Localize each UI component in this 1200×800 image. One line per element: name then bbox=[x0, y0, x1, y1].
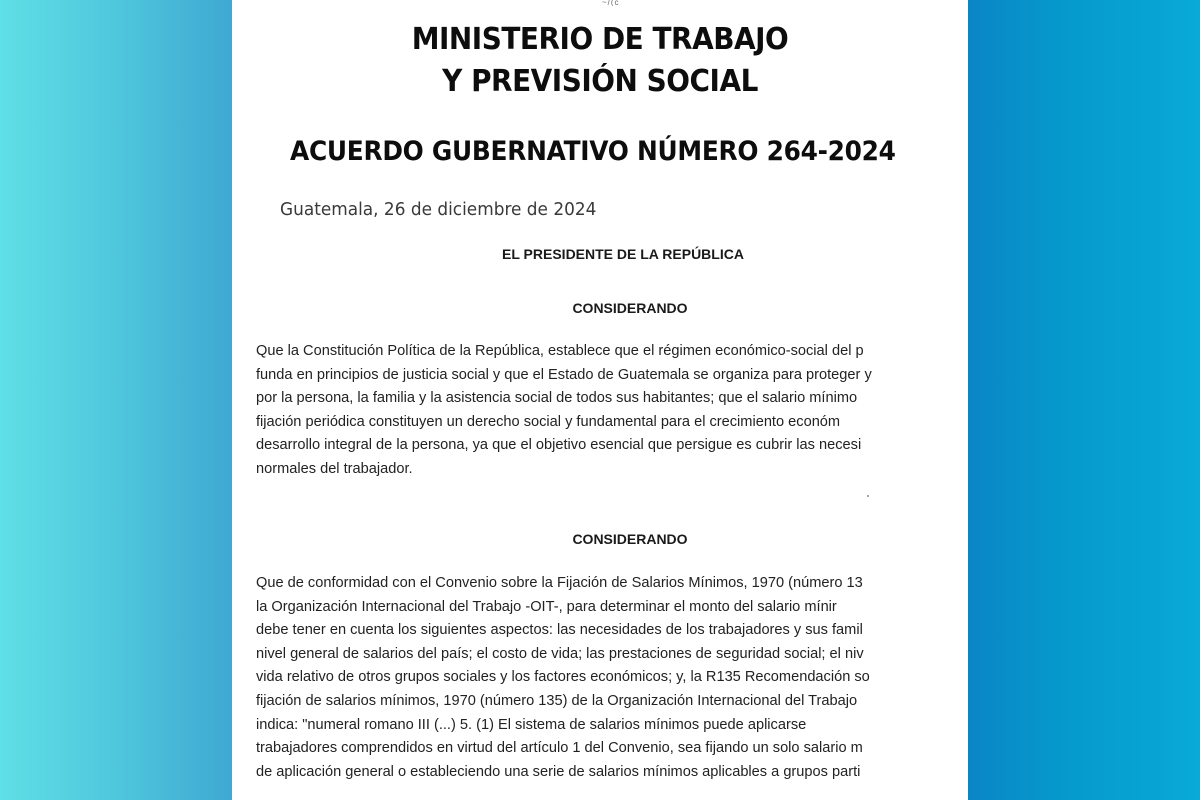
document-date: Guatemala, 26 de diciembre de 2024 bbox=[280, 199, 597, 220]
seal-emblem-fragment: ~/(c bbox=[602, 0, 620, 6]
paragraph-line: desarrollo integral de la persona, ya que el objetivo esencial que persigue es cubrir las necesi bbox=[256, 437, 862, 454]
paragraph-line: debe tener en cuenta los siguientes aspectos: las necesidades de los trabajadores y sus famil bbox=[256, 622, 863, 639]
paragraph-line: fijación periódica constituyen un derecho social y fundamental para el crecimiento económ bbox=[256, 413, 841, 430]
paragraph-line: Que la Constitución Política de la República, establece que el régimen económico-social del p bbox=[256, 343, 864, 359]
paragraph-line: vida relativo de otros grupos sociales y los factores económicos; y, la R135 Recomendación so bbox=[256, 669, 870, 686]
paragraph-line: trabajadores comprendidos en virtud del artículo 1 del Convenio, sea fijando un solo salario m bbox=[256, 740, 863, 757]
scan-speck bbox=[867, 495, 869, 497]
ministry-title-line1: MINISTERIO DE TRABAJO bbox=[411, 22, 789, 57]
paragraph-line: por la persona, la familia y la asistencia social de todos sus habitantes; que el salario mínimo bbox=[256, 390, 858, 407]
considerando-heading-2: CONSIDERANDO bbox=[572, 531, 688, 547]
paragraph-line: la Organización Internacional del Trabajo -OIT-, para determinar el monto del salario mínir bbox=[256, 598, 837, 615]
paragraph-line: fijación de salarios mínimos, 1970 (número 135) de la Organización Internacional del Trabajo bbox=[256, 692, 858, 709]
acuerdo-title: ACUERDO GUBERNATIVO NÚMERO 264-2024 bbox=[290, 136, 896, 167]
paragraph-line: de aplicación general o estableciendo una serie de salarios mínimos aplicables a grupos parti bbox=[256, 763, 861, 780]
considerando-paragraph-1 bbox=[256, 340, 968, 482]
president-heading: EL PRESIDENTE DE LA REPÚBLICA bbox=[502, 246, 744, 262]
paragraph-line: indica: "numeral romano III (...) 5. (1) El sistema de salarios mínimos puede aplicarse bbox=[256, 716, 807, 733]
paragraph-line: normales del trabajador. bbox=[256, 460, 413, 477]
considerando-paragraph-2 bbox=[256, 572, 968, 784]
paragraph-line: funda en principios de justicia social y que el Estado de Guatemala se organiza para proteger y bbox=[256, 366, 872, 383]
document-page bbox=[232, 0, 968, 800]
ministry-title-line2: Y PREVISIÓN SOCIAL bbox=[442, 64, 758, 99]
considerando-heading-1: CONSIDERANDO bbox=[572, 300, 688, 316]
paragraph-line: Que de conformidad con el Convenio sobre la Fijación de Salarios Mínimos, 1970 (número 13 bbox=[256, 575, 863, 591]
paragraph-line: nivel general de salarios del país; el costo de vida; las prestaciones de seguridad social; el niv bbox=[256, 645, 864, 662]
